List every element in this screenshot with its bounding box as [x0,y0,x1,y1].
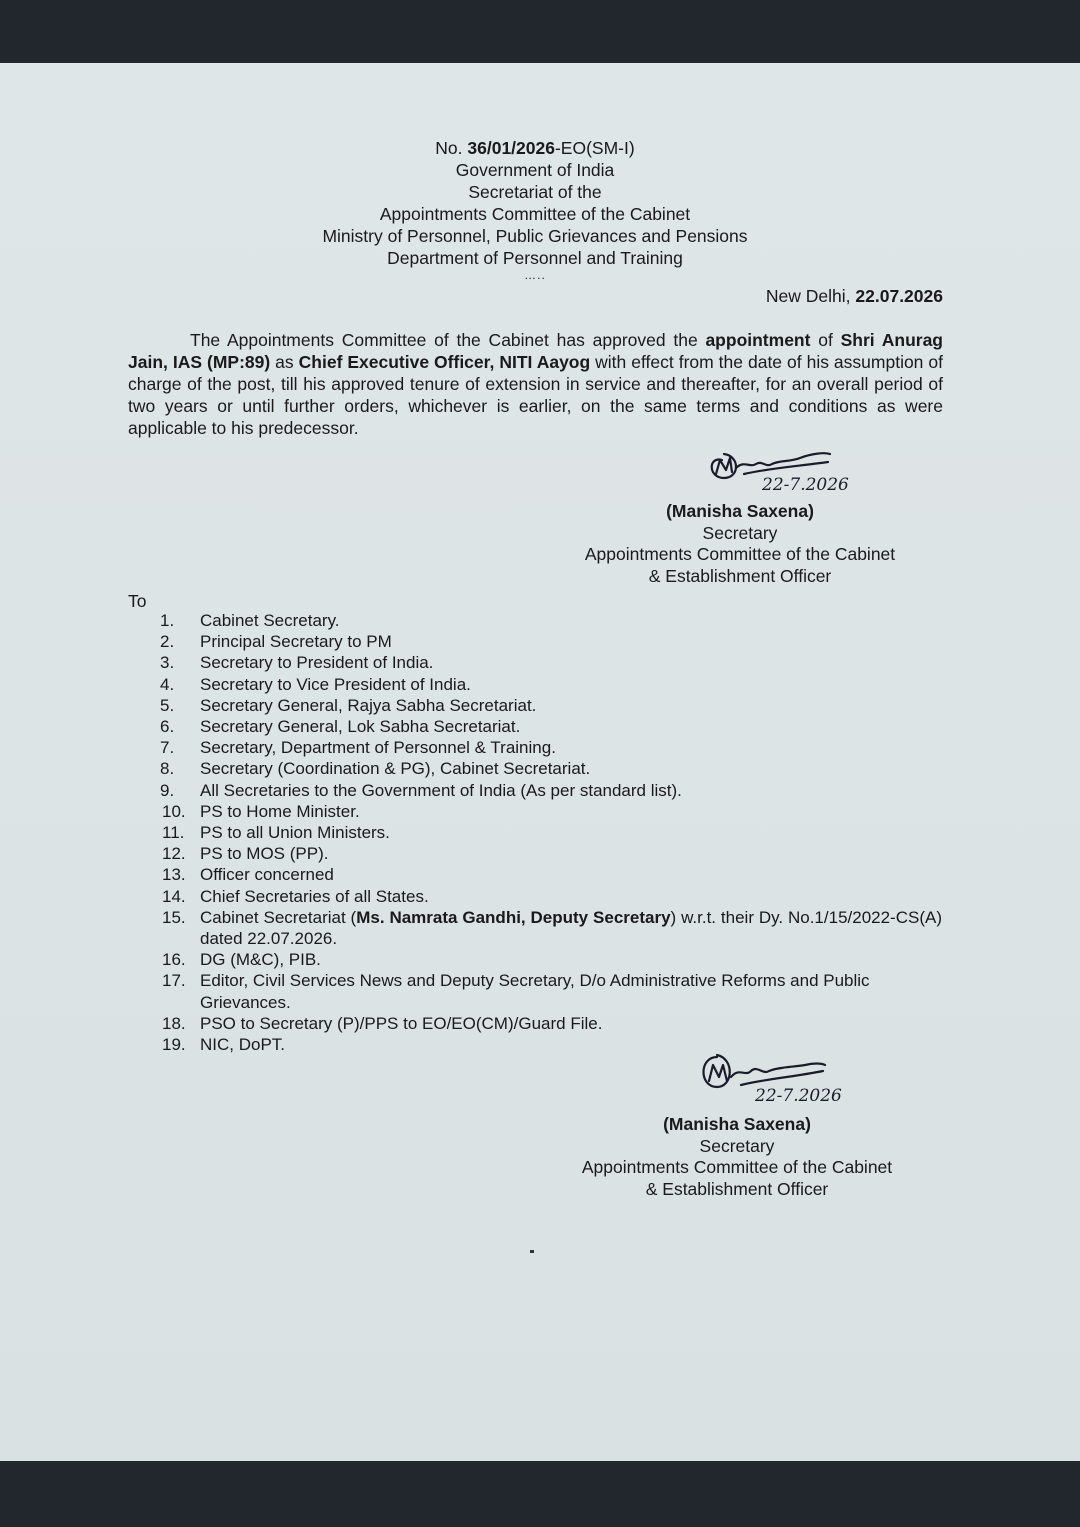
header-line-committee: Appointments Committee of the Cabinet [379,204,691,224]
list-item: 11. PS to all Union Ministers. [162,823,390,843]
signature-1 [700,438,920,498]
header-line-government: Government of India [455,160,615,180]
header-dots: ….. [524,268,546,282]
header-line-ministry: Ministry of Personnel, Public Grievances and Pensions [322,226,748,246]
list-item: 5. Secretary General, Rajya Sabha Secretariat. [160,695,537,715]
list-item: 16. DG (M&C), PIB. [162,950,321,970]
signatory-committee: Appointments Committee of the Cabinet [584,544,896,564]
file-number: No. 36/01/2026-EO(SM-I) [435,138,635,158]
list-item: 12. PS to MOS (PP). [162,844,329,864]
to-label: To [128,591,147,611]
signatory-name: (Manisha Saxena) [666,501,814,521]
signature-2-date: 22-7.2026 [755,1086,842,1106]
signatory-name: (Manisha Saxena) [663,1114,811,1134]
list-item: 18. PSO to Secretary (P)/PPS to EO/EO(CM)/Guard File. [162,1013,603,1033]
list-item: 2. Principal Secretary to PM [160,632,392,652]
signature-block-2 [557,1114,917,1200]
list-item: 13. Officer concerned [162,865,334,885]
header-line-secretariat: Secretariat of the [468,182,602,202]
order-paragraph: The Appointments Committee of the Cabinet has approved the appointment of Shri Anurag Jain, IAS (MP:89) as Chief Executive Officer, NITI Aayog with effect from the date of his assumption of charge of the post, till his approved tenure of extension in service and thereafter, for an overall period of two years or until further orders, whichever is earlier, on the same terms and conditions as were applicable to his predecessor. [128,330,943,438]
list-item: 4. Secretary to Vice President of India. [160,674,471,694]
list-item: 7. Secretary, Department of Personnel & Training. [160,738,556,758]
list-item: 1. Cabinet Secretary. [160,611,340,630]
list-item: 14. Chief Secretaries of all States. [162,886,429,906]
list-item: 9. All Secretaries to the Government of India (As per standard list). [160,780,682,800]
list-item: 3. Secretary to President of India. [160,653,434,673]
list-item: 19. NIC, DoPT. [162,1035,286,1055]
signature-2 [693,1045,913,1107]
letter-date: New Delhi, 22.07.2026 [765,286,943,306]
header-line-department: Department of Personnel and Training [387,248,683,268]
list-item: 6. Secretary General, Lok Sabha Secretariat. [160,717,521,737]
document-page [0,63,1080,1461]
top-bar [0,0,1080,63]
signatory-title: Secretary [702,522,778,543]
bottom-bar [0,1461,1080,1527]
signatory-office: & Establishment Officer [645,1178,829,1199]
stray-mark [530,1250,534,1253]
signature-block-1 [560,501,920,587]
signatory-office: & Establishment Officer [648,565,832,586]
list-item: 10. PS to Home Minister. [162,801,360,821]
distribution-list [150,610,942,1055]
list-item: 17. Editor, Civil Services News and Deputy Secretary, D/o Administrative Reforms and Public Grievances. [162,971,870,1012]
signature-1-date: 22-7.2026 [762,475,849,495]
letter-header [0,137,1070,281]
signatory-committee: Appointments Committee of the Cabinet [581,1157,893,1177]
list-item: 15. Cabinet Secretariat (Ms. Namrata Gandhi, Deputy Secretary) w.r.t. their Dy. No.1/15/2022-CS(A) dated 22.07.2026. [162,907,943,949]
signatory-title: Secretary [699,1135,775,1156]
list-item: 8. Secretary (Coordination & PG), Cabinet Secretariat. [160,759,591,779]
